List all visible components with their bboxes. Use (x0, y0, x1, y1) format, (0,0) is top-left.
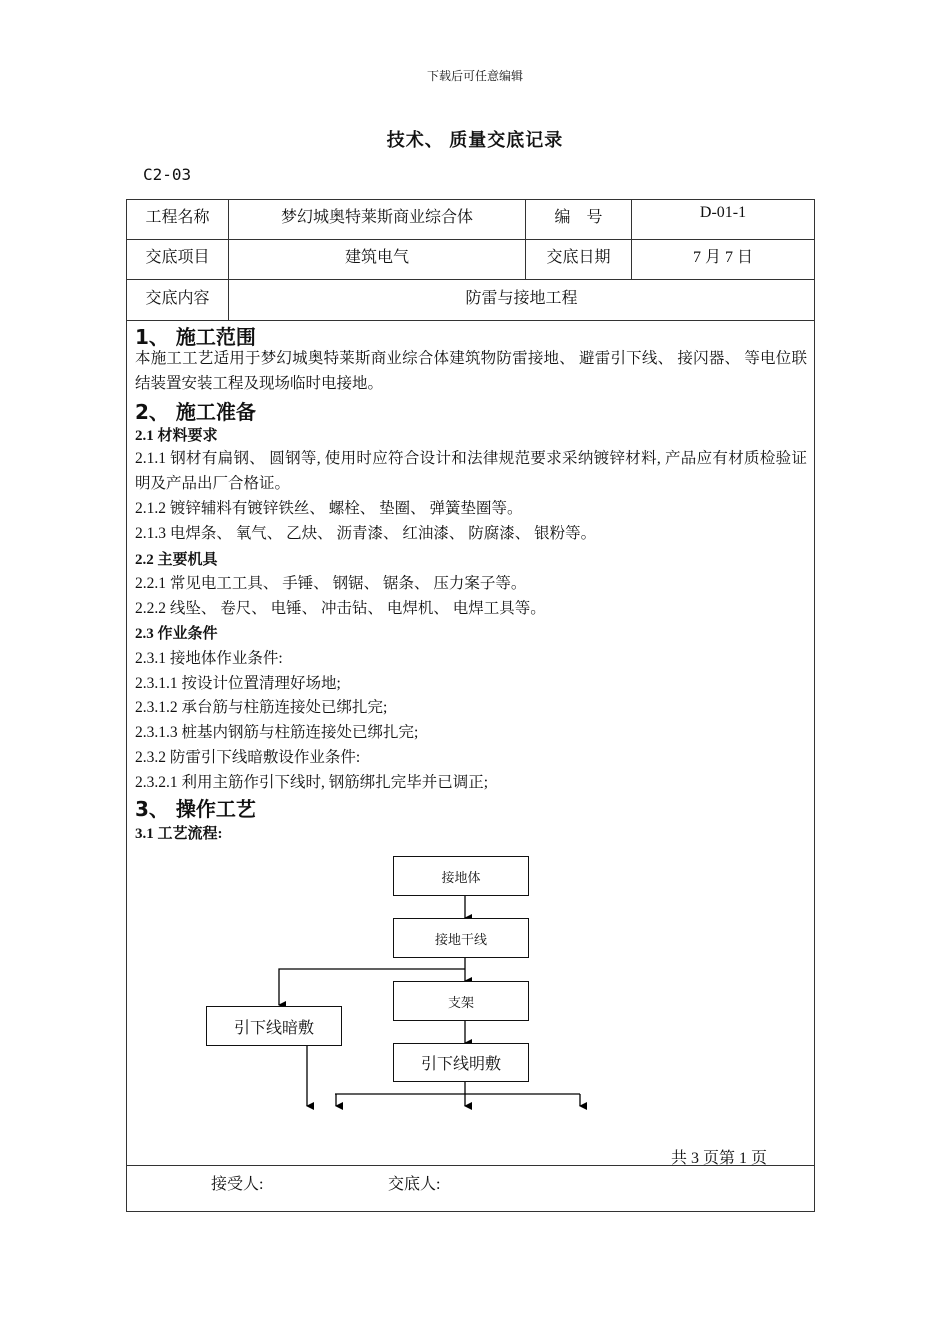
subsection-3-1-heading: 3.1 工艺流程: (135, 826, 223, 842)
flow-box-exposed-downlead (393, 1043, 529, 1082)
date-label: 交底日期 (546, 249, 611, 266)
item-2-1-2: 2.1.2 镀锌辅料有镀锌铁丝、 螺栓、 垫圈、 弹簧垫圈等。 (135, 500, 523, 517)
content-value: 防雷与接地工程 (465, 290, 578, 307)
item-2-3-2-1: 2.3.2.1 利用主筋作引下线时, 钢筋绑扎完毕并已调正; (135, 774, 489, 791)
flow-box-grounding-trunk (393, 918, 529, 958)
item-2-2-1: 2.2.1 常见电工工具、 手锤、 钢锯、 锯条、 压力案子等。 (135, 575, 527, 592)
subsection-2-1-heading: 2.1 材料要求 (135, 428, 218, 444)
item-2-3-1-2: 2.3.1.2 承台筋与柱筋连接处已绑扎完; (135, 699, 388, 716)
section-3-heading: 3、 操作工艺 (135, 797, 256, 821)
item-2-2-2: 2.2.2 线坠、 卷尺、 电锤、 冲击钻、 电焊机、 电焊工具等。 (135, 600, 546, 617)
receiver-label: 接受人: (211, 1176, 264, 1193)
item-value: 建筑电气 (344, 249, 409, 266)
item-2-1-3: 2.1.3 电焊条、 氧气、 乙炔、 沥青漆、 红油漆、 防腐漆、 银粉等。 (135, 525, 597, 542)
number-label: 编 号 (554, 209, 603, 226)
section-1-heading: 1、 施工范围 (135, 325, 256, 349)
document-title: 技术、 质量交底记录 (386, 130, 564, 150)
content-label: 交底内容 (145, 290, 210, 307)
download-note: 下载后可任意编辑 (426, 69, 523, 83)
section-1-text: 本施工工艺适用于梦幻城奥特莱斯商业综合体建筑物防雷接地、 避雷引下线、 接闪器、 等电位联结装置安装工程及现场临时电接地。 (135, 350, 807, 392)
item-2-1-1: 2.1.1 钢材有扁钢、 圆钢等, 使用时应符合设计和法律规范要求采纳镀锌材料, 产品应有材质检验证明及产品出厂合格证。 (135, 450, 807, 492)
item-label: 交底项目 (145, 249, 210, 266)
date-value: 7 月 7 日 (692, 249, 753, 266)
item-2-3-1: 2.3.1 接地体作业条件: (135, 650, 283, 667)
giver-label: 交底人: (388, 1176, 441, 1193)
item-2-3-1-3: 2.3.1.3 桩基内钢筋与柱筋连接处已绑扎完; (135, 724, 419, 741)
flow-box-label: 引下线明敷 (420, 1056, 501, 1073)
flow-box-concealed-downlead (206, 1006, 342, 1046)
form-code: C2-03 (143, 165, 192, 184)
project-name-value: 梦幻城奥特莱斯商业综合体 (280, 209, 473, 226)
flow-box-label: 接地干线 (434, 931, 487, 947)
item-2-3-1-1: 2.3.1.1 按设计位置清理好场地; (135, 675, 341, 692)
flow-box-bracket (393, 981, 529, 1021)
flow-box-label: 支架 (447, 994, 474, 1010)
flow-box-grounding-body (393, 856, 529, 896)
project-name-label: 工程名称 (145, 209, 210, 226)
section-2-heading: 2、 施工准备 (135, 400, 256, 424)
page-counter: 共 3 页第 1 页 (671, 1150, 768, 1167)
item-2-3-2: 2.3.2 防雷引下线暗敷设作业条件: (135, 749, 361, 766)
flow-box-label: 接地体 (441, 869, 481, 885)
subsection-2-3-heading: 2.3 作业条件 (135, 626, 218, 642)
number-value: D-01-1 (699, 204, 747, 221)
subsection-2-2-heading: 2.2 主要机具 (135, 552, 218, 568)
flow-box-label: 引下线暗敷 (233, 1019, 314, 1037)
